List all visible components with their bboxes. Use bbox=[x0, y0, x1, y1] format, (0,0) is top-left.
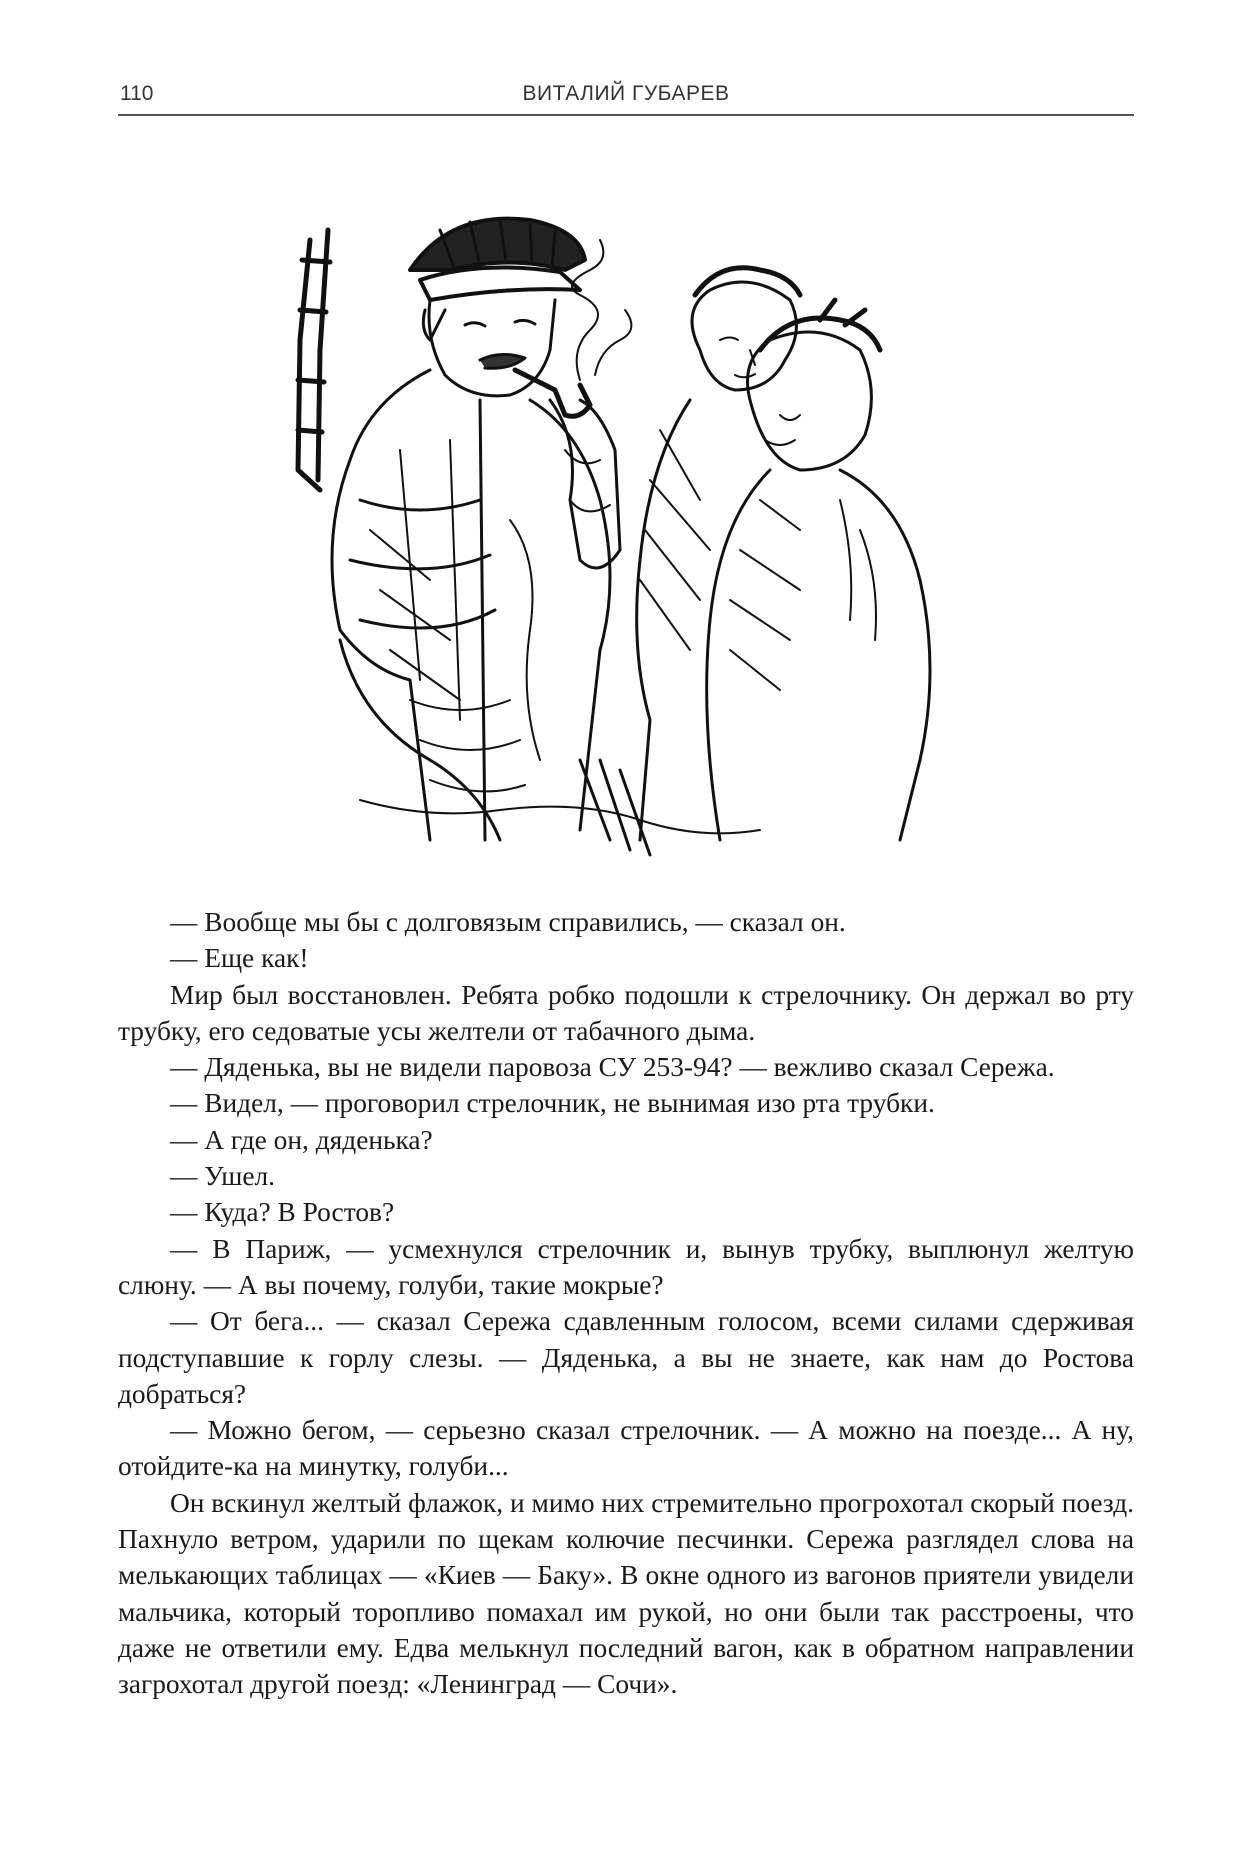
cap bbox=[410, 219, 585, 300]
paragraph: — От бега... — сказал Сережа сдавленным голосом, всеми силами сдерживая подступавшие к горлу слезы. — Дяденька, а вы не знаете, как нам до Ростова добраться? bbox=[118, 1306, 1134, 1409]
paragraph: — Видел, — проговорил стрелочник, не вынимая изо рта трубки. bbox=[170, 1088, 935, 1119]
paragraph: — Можно бегом, — серьезно сказал стрелочник. — А можно на поезде... А ну, отойдите-ка на минутку, голуби... bbox=[118, 1415, 1134, 1482]
paragraph: — В Париж, — усмехнулся стрелочник и, вынув трубку, выплюнул желтую слюну. — А вы почему, голуби, такие мокрые? bbox=[118, 1233, 1134, 1300]
paragraph: — Ушел. bbox=[170, 1161, 275, 1192]
boy-right bbox=[707, 300, 930, 840]
signal-post bbox=[298, 230, 330, 490]
ground-scribble bbox=[360, 760, 760, 855]
paragraph: Мир был восстановлен. Ребята робко подошли к стрелочнику. Он держал во рту трубку, его седоватые усы желтели от табачного дыма. bbox=[118, 979, 1134, 1046]
boy-left bbox=[637, 268, 800, 840]
paragraph: — Вообще мы бы с долговязым справились, — сказал он. bbox=[170, 907, 846, 937]
running-title: ВИТАЛИЙ ГУБАРЕВ bbox=[522, 82, 730, 105]
paragraph: — Еще как! bbox=[170, 943, 309, 974]
page-number: 110 bbox=[120, 82, 154, 105]
paragraph: Он вскинул желтый флажок, и мимо них стремительно прогрохотал скорый поезд. Пахнуло ветром, ударили по щекам колючие песчинки. Сережа разглядел слова на мелькающих таблицах — «Киев — Баку». В окне одного из вагонов приятели увидели мальчика, который торопливо помахал им рукой, но они были так расстроены, что даже не ответили ему. Едва мелькнул последний вагон, как в обратном направлении загрохотал другой поезд: «Ленинград — Сочи». bbox=[118, 1487, 1134, 1700]
paragraph: — А где он, дяденька? bbox=[170, 1124, 433, 1155]
paragraph: — Куда? В Ростов? bbox=[170, 1197, 395, 1228]
page-header bbox=[118, 78, 1134, 116]
body-text bbox=[118, 904, 1134, 1703]
illustration bbox=[280, 200, 1000, 870]
paragraph: — Дяденька, вы не видели паровоза СУ 253-94? — вежливо сказал Сережа. bbox=[170, 1052, 1055, 1083]
